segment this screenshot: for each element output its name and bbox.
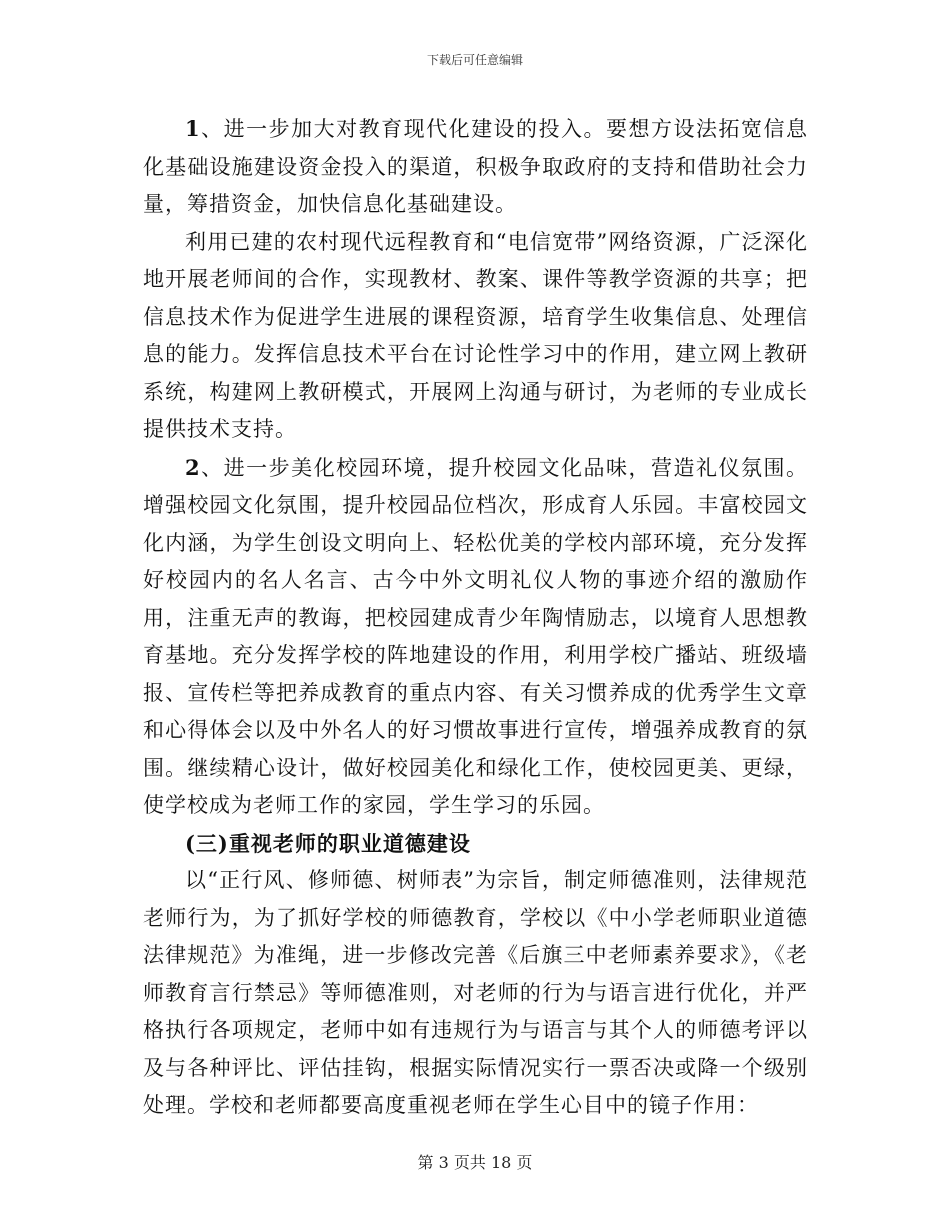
page-footer: 第 3 页共 18 页 (417, 1153, 533, 1172)
page-header: 下载后可任意编辑 (426, 53, 523, 67)
document-body (143, 110, 808, 1125)
paragraph-text: 、进一步美化校园环境，提升校园文化品味，营造礼仪氛围。增强校园文化氛围，提升校园品位档次，形成育人乐园。丰富校园文化内涵，为学生创设文明向上、轻松优美的学校内部环境，充分发挥好校园内的名人名言、古今中外文明礼仪人物的事迹介绍的激励作用，注重无声的教诲，把校园建成青少年陶情励志，以境育人思想教育基地。充分发挥学校的阵地建设的作用，利用学校广播站、班级墙报、宣传栏等把养成教育的重点内容、有关习惯养成的优秀学生文章和心得体会以及中外名人的好习惯故事进行宣传，增强养成教育的氛围。继续精心设计，做好校园美化和绿化工作，使校园更美、更绿，使学校成为老师工作的家园，学生学习的乐园。 (143, 455, 808, 817)
paragraph-number: 2 (185, 454, 201, 480)
paragraph-number: 1 (185, 116, 201, 141)
paragraph-teacher-ethics: 以“正行风、修师德、树师表”为宗旨，制定师德准则，法律规范老师行为，为了抓好学校的师德教育，学校以《中小学老师职业道德法律规范》为准绳，进一步修改完善《后旗三中老师素养要求》，《老师教育言行禁忌》等师德准则，对老师的行为与语言进行优化，并严格执行各项规定，老师中如有违规行为与语言与其个人的师德考评以及与各种评比、评估挂钩，根据实际情况实行一票否决或降一个级别处理。学校和老师都要高度重视老师在学生心目中的镜子作用： (143, 868, 808, 1117)
paragraph-network-resources: 利用已建的农村现代远程教育和“电信宽带”网络资源，广泛深化地开展老师间的合作，实现教材、教案、课件等教学资源的共享；把信息技术作为促进学生进展的课程资源，培育学生收集信息、处理信息的能力。发挥信息技术平台在讨论性学习中的作用，建立网上教研系统，构建网上教研模式，开展网上沟通与研讨，为老师的专业成长提供技术支持。 (143, 229, 808, 441)
paragraph-text: 、进一步加大对教育现代化建设的投入。要想方设法拓宽信息化基础设施建设资金投入的渠道，积极争取政府的支持和借助社会力量，筹措资金，加快信息化基础建设。 (143, 117, 808, 216)
paragraph-campus-environment (143, 449, 808, 825)
paragraph-investment (143, 110, 808, 224)
section-heading: (三)重视老师的职业道德建设 (185, 830, 471, 856)
